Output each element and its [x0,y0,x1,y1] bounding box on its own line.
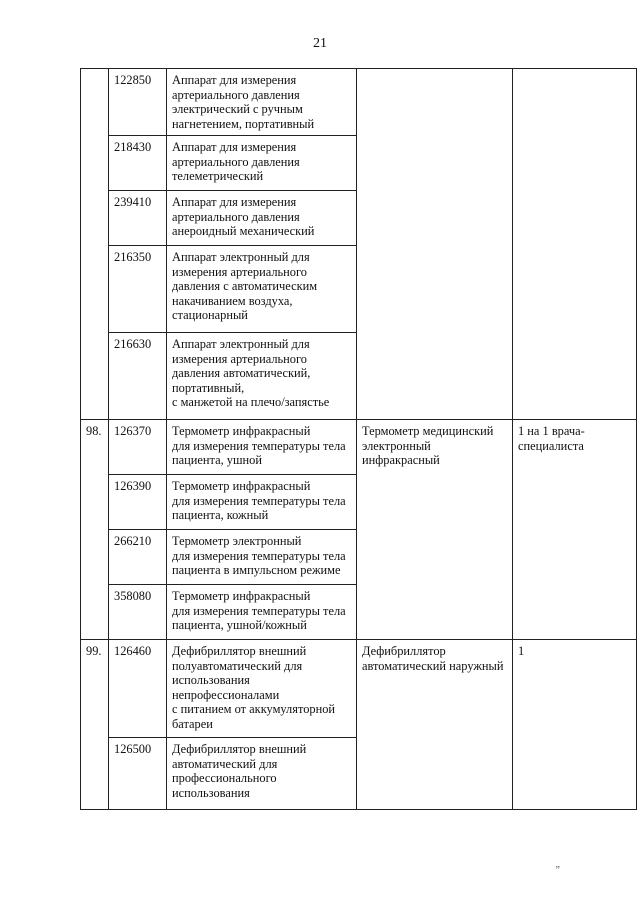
code-cell: 218430 [109,136,167,191]
device-name-cell: Аппарат для измерения артериального давления анероидный механический [167,191,357,246]
device-name-cell: Дефибриллятор внешний автоматический для профессионального использования [167,738,357,810]
code-cell: 266210 [109,530,167,585]
page-number: 21 [313,36,327,51]
code-cell: 126370 [109,420,167,475]
row-number-cell: 99. [81,640,109,810]
device-name-cell: Аппарат для измерения артериального давления электрический с ручным нагнетением, портативный [167,69,357,136]
device-type-cell: Термометр медицинский электронный инфракрасный [357,420,513,640]
device-name-cell: Термометр инфракрасный для измерения температуры тела пациента, кожный [167,475,357,530]
quantity-cell [513,69,637,420]
code-cell: 122850 [109,69,167,136]
code-cell: 239410 [109,191,167,246]
code-cell: 126500 [109,738,167,810]
device-name-cell: Термометр инфракрасный для измерения температуры тела пациента, ушной/кожный [167,585,357,640]
quantity-cell: 1 на 1 врача- специалиста [513,420,637,640]
device-name-cell: Термометр электронный для измерения температуры тела пациента в импульсном режиме [167,530,357,585]
code-cell: 126390 [109,475,167,530]
quantity-cell: 1 [513,640,637,810]
device-name-cell: Аппарат электронный для измерения артериального давления с автоматическим накачиванием воздуха, стационарный [167,246,357,333]
row-number-cell [81,69,109,420]
device-name-cell: Дефибриллятор внешний полуавтоматический для использования непрофессионалами с питанием от аккумуляторной батареи [167,640,357,738]
device-name-cell: Аппарат для измерения артериального давления телеметрический [167,136,357,191]
equipment-table [80,68,637,810]
table-row [81,640,637,738]
row-number-cell: 98. [81,420,109,640]
code-cell: 216350 [109,246,167,333]
equipment-table-body [81,69,637,810]
device-name-cell: Аппарат электронный для измерения артериального давления автоматический, портативный, с манжетой на плечо/запястье [167,333,357,420]
device-type-cell [357,69,513,420]
table-row [81,420,637,475]
code-cell: 358080 [109,585,167,640]
table-row [81,69,637,136]
device-type-cell: Дефибриллятор автоматический наружный [357,640,513,810]
device-name-cell: Термометр инфракрасный для измерения температуры тела пациента, ушной [167,420,357,475]
code-cell: 126460 [109,640,167,738]
code-cell: 216630 [109,333,167,420]
scan-mark: „ [555,859,560,870]
